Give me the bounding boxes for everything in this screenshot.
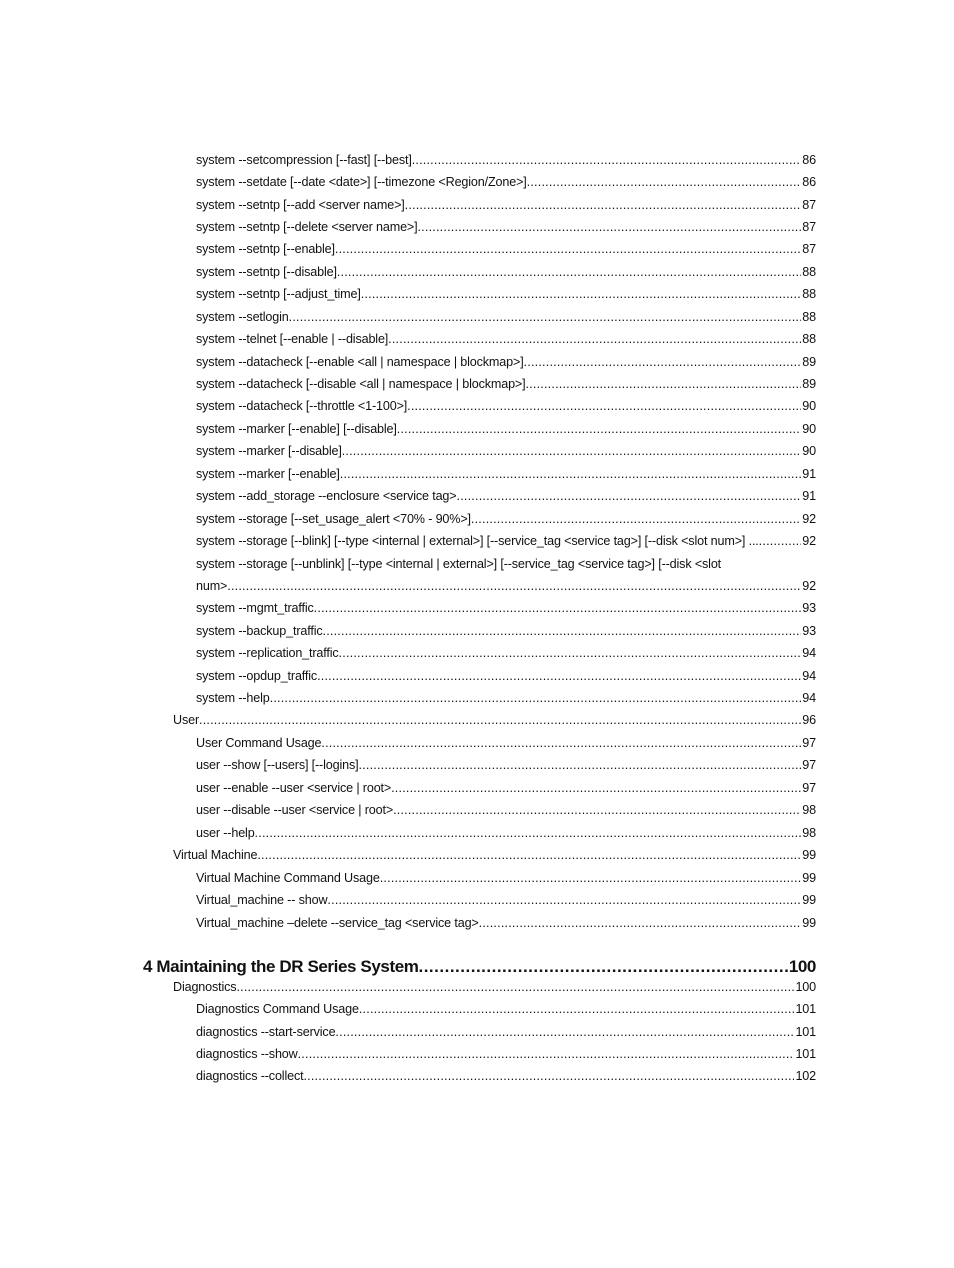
toc-section[interactable]: [173, 848, 816, 862]
toc-subsection[interactable]: [196, 198, 816, 212]
toc-entry-page: 99: [802, 848, 816, 862]
dot-leader: [393, 803, 801, 817]
toc-subsection[interactable]: [196, 287, 816, 301]
dot-leader: [527, 175, 802, 189]
toc-subsection[interactable]: [196, 579, 816, 593]
toc-entry-page: 99: [802, 916, 816, 930]
toc-subsection[interactable]: [196, 355, 816, 369]
toc-subsection[interactable]: [196, 1002, 816, 1016]
dot-leader: [759, 534, 802, 548]
toc-subsection[interactable]: [196, 220, 816, 234]
toc-entry-title: system --backup_traffic: [196, 624, 323, 638]
dot-leader: [340, 467, 802, 481]
toc-entry-page: 91: [802, 467, 816, 481]
toc-entry-page: 87: [802, 220, 816, 234]
toc-subsection[interactable]: [196, 310, 816, 324]
toc-entry-page: 88: [802, 287, 816, 301]
toc-entry-line: system --storage [--unblink] [--type <internal | external>] [--service_tag <service tag>] [--disk <slot: [196, 557, 722, 571]
toc-entry-title: Virtual_machine –delete --service_tag <service tag>: [196, 916, 479, 930]
toc-entry-title: Virtual Machine: [173, 848, 258, 862]
toc-entry-title: system --setntp [--disable]: [196, 265, 337, 279]
toc-subsection[interactable]: [196, 646, 816, 660]
dot-leader: [405, 198, 802, 212]
toc-entry-title: Diagnostics: [173, 980, 237, 994]
dot-leader: [407, 399, 801, 413]
toc-entry-title: 4 Maintaining the DR Series System: [143, 957, 419, 976]
toc-entry-page: 100: [795, 980, 816, 994]
dot-leader: [525, 377, 801, 391]
dot-leader: [270, 691, 802, 705]
toc-entry-title: system --datacheck [--throttle <1-100>]: [196, 399, 408, 413]
toc-entry-title: diagnostics --collect: [196, 1069, 304, 1083]
toc-subsection[interactable]: [196, 691, 816, 705]
dot-leader: [337, 265, 801, 279]
toc-subsection[interactable]: [196, 1047, 816, 1061]
toc-subsection[interactable]: [196, 512, 816, 526]
toc-subsection[interactable]: [196, 153, 816, 167]
dot-leader: [317, 669, 801, 683]
toc-entry-title: system --setntp [--add <server name>]: [196, 198, 405, 212]
toc-entry-title: system --replication_traffic: [196, 646, 339, 660]
toc-entry-title: system --setntp [--delete <server name>]: [196, 220, 418, 234]
toc-entry-title: system --add_storage --enclosure <service tag>: [196, 489, 457, 503]
toc-subsection[interactable]: [196, 332, 816, 346]
dot-leader: [321, 736, 801, 750]
dot-leader: [418, 957, 787, 977]
toc-entry-title: Virtual_machine -- show: [196, 893, 328, 907]
toc-subsection[interactable]: [196, 601, 816, 615]
dot-leader: [289, 310, 802, 324]
toc-subsection[interactable]: [196, 242, 816, 256]
toc-entry-page: 101: [795, 1002, 816, 1016]
toc-subsection[interactable]: [196, 669, 816, 683]
toc-entry-title: Virtual Machine Command Usage: [196, 871, 380, 885]
toc-subsection[interactable]: [196, 1025, 816, 1039]
toc-entry-title: system --datacheck [--disable <all | namespace | blockmap>]: [196, 377, 526, 391]
dot-leader: [303, 1069, 794, 1083]
toc-subsection[interactable]: [196, 399, 816, 413]
dot-leader: [227, 579, 801, 593]
toc-entry-title: User Command Usage: [196, 736, 322, 750]
toc-entry-page: 100: [788, 957, 816, 976]
toc-entry-page: 90: [802, 444, 816, 458]
dot-leader: [335, 242, 801, 256]
toc-entry-page: 87: [802, 242, 816, 256]
toc-subsection[interactable]: [196, 871, 816, 885]
dot-leader: [199, 713, 801, 727]
toc-entry-title: system --marker [--disable]: [196, 444, 342, 458]
dot-leader: [388, 332, 801, 346]
toc-entry-page: 94: [802, 691, 816, 705]
toc-subsection[interactable]: [196, 916, 816, 930]
toc-entry-page: 96: [802, 713, 816, 727]
toc-section[interactable]: [173, 980, 816, 994]
dot-leader: [397, 422, 802, 436]
dot-leader: [327, 893, 801, 907]
toc-entry-title: system --help: [196, 691, 270, 705]
toc-subsection[interactable]: [196, 736, 816, 750]
toc-subsection[interactable]: [196, 265, 816, 279]
toc-entry-title: user --disable --user <service | root>: [196, 803, 394, 817]
toc-entry-page: 97: [802, 781, 816, 795]
toc-entry-page: 97: [802, 736, 816, 750]
toc-entry-page: 88: [802, 310, 816, 324]
dot-leader: [359, 1002, 795, 1016]
toc-subsection[interactable]: [196, 444, 816, 458]
dot-leader: [314, 601, 802, 615]
toc-entry-title: num>: [196, 579, 228, 593]
toc-entry-page: 98: [802, 826, 816, 840]
toc-entry-title: system --setntp [--enable]: [196, 242, 335, 256]
toc-entry-page: 90: [802, 399, 816, 413]
toc-entry-title: system --marker [--enable] [--disable]: [196, 422, 397, 436]
dot-leader: [479, 916, 802, 930]
dot-leader: [255, 826, 802, 840]
toc-entry-page: 93: [802, 601, 816, 615]
toc-entry-page: 92: [802, 534, 816, 548]
toc-entry-page: 98: [802, 803, 816, 817]
toc-entry-title: Diagnostics Command Usage: [196, 1002, 359, 1016]
toc-entry-title: system --setcompression [--fast] [--best]: [196, 153, 412, 167]
toc-entry-title: system --setlogin: [196, 310, 289, 324]
toc-subsection[interactable]: [196, 422, 816, 436]
toc-entry-title: user --help: [196, 826, 255, 840]
toc-subsection[interactable]: [196, 624, 816, 638]
toc-subsection[interactable]: [196, 826, 816, 840]
toc-entry-title: user --enable --user <service | root>: [196, 781, 392, 795]
dot-leader: [339, 646, 802, 660]
toc-subsection[interactable]: [196, 781, 816, 795]
toc-entry-title: diagnostics --start-service: [196, 1025, 336, 1039]
toc-entry-title: system --setntp [--adjust_time]: [196, 287, 361, 301]
toc-entry-title: diagnostics --show: [196, 1047, 298, 1061]
toc-subsection[interactable]: [196, 758, 816, 772]
toc-entry-title: system --telnet [--enable | --disable]: [196, 332, 389, 346]
dot-leader: [236, 980, 794, 994]
toc-subsection[interactable]: [196, 893, 816, 907]
dot-leader: [358, 758, 801, 772]
toc-entry-page: 99: [802, 893, 816, 907]
toc-entry-page: 101: [795, 1047, 816, 1061]
toc-subsection[interactable]: [196, 489, 816, 503]
dot-leader: [524, 355, 802, 369]
dot-leader: [335, 1025, 794, 1039]
toc-entry-page: 87: [802, 198, 816, 212]
dot-leader: [298, 1047, 795, 1061]
toc-entry-page: 90: [802, 422, 816, 436]
toc-chapter[interactable]: [143, 957, 816, 977]
dot-leader: [417, 220, 801, 234]
toc-entry-title: system --datacheck [--enable <all | namespace | blockmap>]: [196, 355, 524, 369]
toc-entry-title: system --setdate [--date <date>] [--timezone <Region/Zone>]: [196, 175, 527, 189]
dot-leader: [257, 848, 801, 862]
toc-entry-page: 89: [802, 355, 816, 369]
toc-subsection[interactable]: [196, 377, 816, 391]
toc-entry-page: 88: [802, 265, 816, 279]
toc-entry-page: 91: [802, 489, 816, 503]
dot-leader: [323, 624, 802, 638]
toc-entry-title: system --storage [--blink] [--type <internal | external>] [--service_tag <service tag>] [--disk <slot num>] ...: [196, 534, 759, 548]
toc-entry-page: 86: [802, 175, 816, 189]
toc-entry-page: 88: [802, 332, 816, 346]
dot-leader: [471, 512, 801, 526]
toc-subsection[interactable]: [196, 1069, 816, 1083]
dot-leader: [412, 153, 802, 167]
toc-entry-title: User: [173, 713, 199, 727]
toc-entry-page: 94: [802, 669, 816, 683]
toc-entry-title: system --mgmt_traffic: [196, 601, 314, 615]
toc-subsection[interactable]: [196, 534, 816, 548]
toc-entry-page: 101: [795, 1025, 816, 1039]
toc-entry-page: 94: [802, 646, 816, 660]
dot-leader: [457, 489, 802, 503]
toc-entry-page: 102: [795, 1069, 816, 1083]
toc-entry-page: 93: [802, 624, 816, 638]
dot-leader: [361, 287, 802, 301]
toc-section[interactable]: [173, 713, 816, 727]
toc-subsection[interactable]: [196, 467, 816, 481]
toc-subsection[interactable]: [196, 175, 816, 189]
toc-entry-page: 86: [802, 153, 816, 167]
dot-leader: [391, 781, 801, 795]
toc-entry-page: 99: [802, 871, 816, 885]
dot-leader: [342, 444, 802, 458]
toc-subsection[interactable]: [196, 803, 816, 817]
toc-entry-page: 89: [802, 377, 816, 391]
toc-entry-page: 97: [802, 758, 816, 772]
toc-entry-page: 92: [802, 579, 816, 593]
toc-entry-title: system --storage [--set_usage_alert <70% - 90%>]: [196, 512, 471, 526]
dot-leader: [380, 871, 802, 885]
toc-entry-title: system --marker [--enable]: [196, 467, 340, 481]
toc-entry-title: user --show [--users] [--logins]: [196, 758, 359, 772]
toc-entry-title: system --opdup_traffic: [196, 669, 318, 683]
toc-entry-page: 92: [802, 512, 816, 526]
